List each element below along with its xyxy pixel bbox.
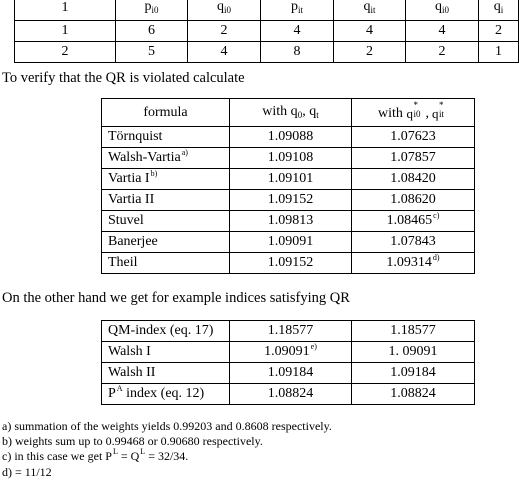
footnote-marker: d) <box>432 253 440 262</box>
top-table-header-row <box>15 0 519 21</box>
value-cell: 1.08620 <box>352 190 475 211</box>
table-cell: 2 <box>406 42 479 63</box>
header-cell: 1 <box>15 0 116 21</box>
value-cell: 1.09152 <box>230 190 352 211</box>
qr-index-table <box>101 320 475 405</box>
value-cell: 1.09184 <box>352 363 475 384</box>
table-cell: 2 <box>334 42 406 63</box>
table-row <box>102 211 475 232</box>
table-cell: 8 <box>261 42 334 63</box>
footnote-b: b) weights sum up to 0.99468 or 0.90680 respectively. <box>2 434 263 448</box>
formula-cell: Vartia II <box>102 190 230 211</box>
table-cell: 6 <box>116 21 188 42</box>
value-cell: 1.09813 <box>230 211 352 232</box>
table-cell: 5 <box>116 42 188 63</box>
header-cell: $p_{i0}$ <box>116 0 188 21</box>
value-cell: 1.09091$^{e)}$ <box>230 342 352 363</box>
formula-cell: $P^A$ index (eq. 12) <box>102 384 230 405</box>
value-cell: 1.07623 <box>352 127 475 148</box>
column-header-observed: with $q_0$, $q_t$ <box>230 99 352 127</box>
table-header-row <box>102 99 475 127</box>
value-cell: 1.18577 <box>230 321 352 342</box>
column-header-formula: formula <box>102 99 230 127</box>
table-row <box>102 321 475 342</box>
footnote-c: c) in this case we get $P^L = Q^L = 32/34$. <box>2 447 189 463</box>
formula-cell: Vartia $I^{b)}$ <box>102 169 230 190</box>
table-cell: 4 <box>334 21 406 42</box>
footnote-marker: b) <box>150 169 158 178</box>
value-cell: 1.09152 <box>230 253 352 274</box>
table-row <box>102 232 475 253</box>
table-row <box>102 363 475 384</box>
table-cell: 4 <box>261 21 334 42</box>
table-cell: 4 <box>406 21 479 42</box>
value-cell: 1.18577 <box>352 321 475 342</box>
table-cell: 2 <box>188 21 261 42</box>
column-header-starred: with q * i0 , q * it <box>352 99 475 127</box>
table-row <box>102 342 475 363</box>
value-cell: 1. 09091 <box>352 342 475 363</box>
table-row <box>15 21 519 42</box>
value-cell: 1.09108 <box>230 148 352 169</box>
value-cell: 1.08824 <box>230 384 352 405</box>
value-cell: 1.08420 <box>352 169 475 190</box>
formula-cell: Theil <box>102 253 230 274</box>
value-cell: 1.08824 <box>352 384 475 405</box>
table-row <box>102 384 475 405</box>
table-cell: 1 <box>15 21 116 42</box>
header-cell: $q_i$ <box>479 0 519 21</box>
table-row <box>102 190 475 211</box>
formula-cell: Törnquist <box>102 127 230 148</box>
value-cell: 1.08465$^{c)}$ <box>352 211 475 232</box>
formula-cell: Walsh-Vartia$^{a)}$ <box>102 148 230 169</box>
value-cell: 1.07843 <box>352 232 475 253</box>
value-cell: 1.09101 <box>230 169 352 190</box>
formula-cell: Banerjee <box>102 232 230 253</box>
footnote-marker: e) <box>310 342 317 351</box>
header-cell: $q_{it}$ <box>334 0 406 21</box>
header-cell: $p_{it}$ <box>261 0 334 21</box>
formula-cell: QM-index (eq. 17) <box>102 321 230 342</box>
table-row <box>102 127 475 148</box>
value-cell: 1.09091 <box>230 232 352 253</box>
footnote-a: a) summation of the weights yields 0.99203 and 0.8608 respectively. <box>2 419 332 433</box>
table-row <box>102 169 475 190</box>
value-cell: 1.07857 <box>352 148 475 169</box>
value-cell: 1.09184 <box>230 363 352 384</box>
formula-cell: Stuvel <box>102 211 230 232</box>
header-cell: $q_{i0}$ <box>406 0 479 21</box>
table-cell: 1 <box>479 42 519 63</box>
intro-paragraph: To verify that the QR is violated calculate <box>2 70 245 86</box>
footnote-marker: a) <box>181 148 188 157</box>
value-cell: 1.09088 <box>230 127 352 148</box>
table-row <box>102 253 475 274</box>
table-cell: 2 <box>479 21 519 42</box>
formula-cell: Walsh II <box>102 363 230 384</box>
table-row <box>15 42 519 63</box>
table-row <box>102 148 475 169</box>
value-cell: 1.09314$^{d)}$ <box>352 253 475 274</box>
table-cell: 2 <box>15 42 116 63</box>
qr-paragraph: On the other hand we get for example indices satisfying QR <box>2 290 350 306</box>
formula-cell: Walsh I <box>102 342 230 363</box>
index-formula-table <box>101 98 475 274</box>
table-cell: 4 <box>188 42 261 63</box>
footnote-marker: c) <box>433 211 440 220</box>
header-cell: $q_{i0}$ <box>188 0 261 21</box>
top-data-table <box>14 0 519 63</box>
footnote-d: d) = 11/12 <box>2 465 52 479</box>
